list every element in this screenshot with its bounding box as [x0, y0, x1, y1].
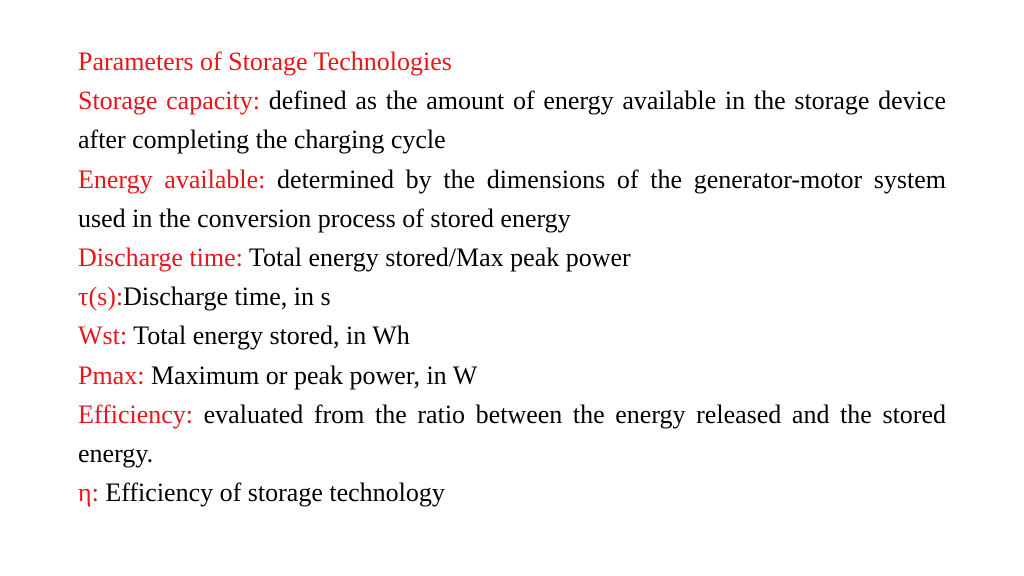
term-storage-capacity: Storage capacity:: [78, 86, 260, 116]
definition-discharge-time: [78, 238, 946, 277]
definition-energy-available: [78, 160, 946, 238]
term-tau: τ(s):: [78, 282, 124, 312]
desc-eta: Efficiency of storage technology: [98, 478, 445, 508]
term-wst: Wst:: [78, 321, 128, 351]
desc-efficiency: evaluated from the ratio between the energy released and the stored energy.: [78, 399, 946, 469]
desc-storage-capacity: defined as the amount of energy available in the storage device after completing the charging cycle: [78, 86, 946, 155]
definition-tau: [78, 277, 946, 316]
desc-tau: Discharge time, in s: [123, 282, 331, 312]
term-efficiency: Efficiency:: [78, 399, 194, 429]
slide-title: Parameters of Storage Technologies: [78, 47, 452, 76]
definition-eta: [78, 473, 946, 512]
definition-storage-capacity: [78, 81, 946, 159]
definition-efficiency: [78, 395, 946, 473]
desc-pmax: Maximum or peak power, in W: [144, 360, 478, 390]
desc-discharge-time: Total energy stored/Max peak power: [242, 243, 631, 273]
desc-wst: Total energy stored, in Wh: [127, 321, 410, 351]
term-discharge-time: Discharge time:: [78, 243, 243, 273]
desc-energy-available: determined by the dimensions of the generator-motor system used in the conversion process of stored energy: [78, 164, 946, 233]
term-eta: η:: [78, 478, 99, 508]
definition-wst: [78, 316, 946, 355]
definition-pmax: [78, 356, 946, 395]
term-energy-available: Energy available:: [78, 164, 266, 194]
term-pmax: Pmax:: [78, 360, 145, 390]
